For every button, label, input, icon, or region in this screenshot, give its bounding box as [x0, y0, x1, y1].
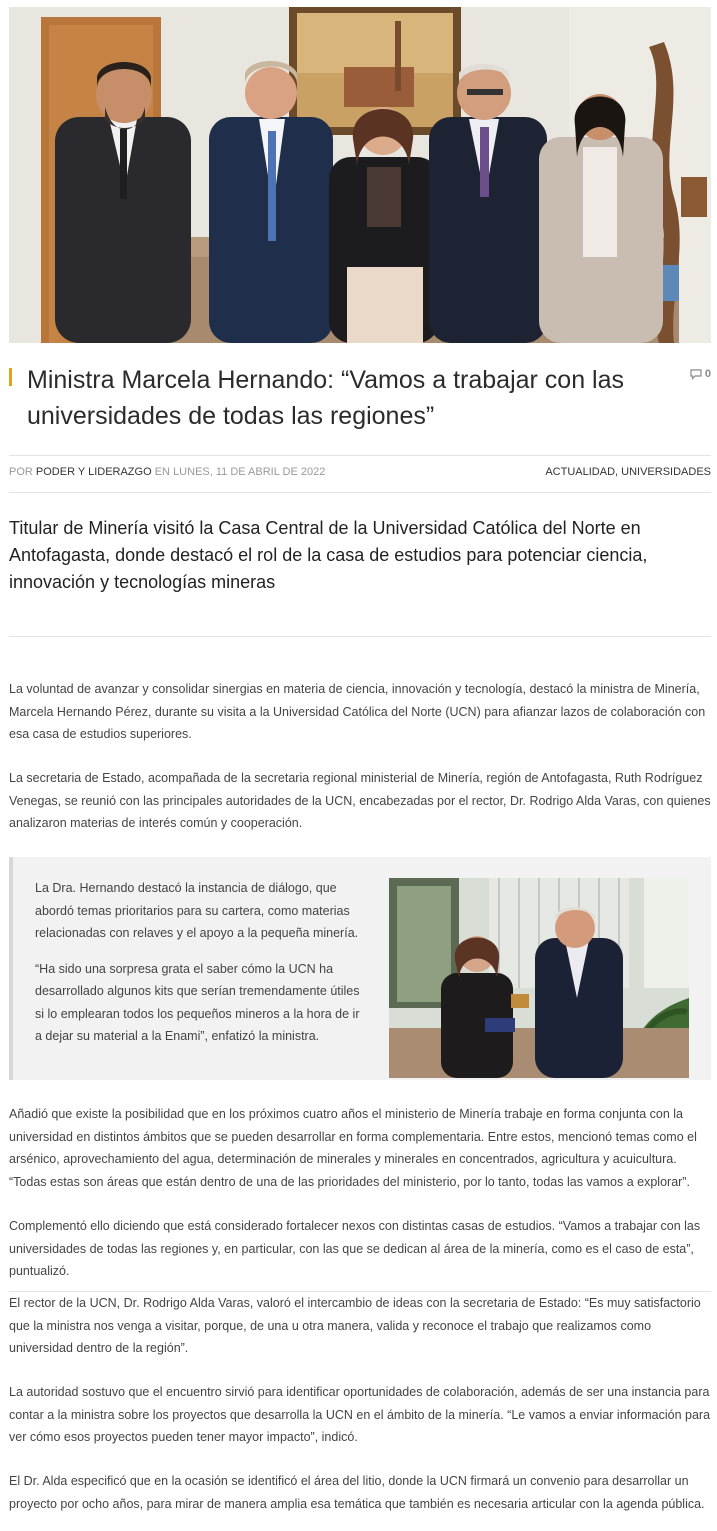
- highlight-paragraph: La Dra. Hernando destacó la instancia de diálogo, que abordó temas prioritarios para su cartera, como materias relacionadas con relaves y el apoyo a la pequeña minería.: [35, 881, 359, 940]
- comments-link[interactable]: [690, 368, 711, 380]
- body-paragraph: La autoridad sostuvo que el encuentro sirvió para identificar oportunidades de colaboración, además de ser una instancia para contar a la ministra sobre los proyectos que desarrolla la UCN en el ámbito de la minería. “Le vamos a enviar información para ver cómo esos proyectos pueden tener mayor impacto”, indicó.: [9, 1385, 711, 1444]
- body-paragraph: La secretaria de Estado, acompañada de la secretaria regional ministerial de Minería, región de Antofagasta, Ruth Rodríguez Venegas, se reunió con las principales autoridades de la UCN, encabezadas por el rector, Dr. Rodrigo Alda Varas, con quienes analizaron materias de interés común y cooperación.: [9, 771, 711, 830]
- highlight-photo: [389, 878, 689, 1078]
- publish-date: LUNES, 11 DE ABRIL DE 2022: [173, 466, 326, 478]
- article-meta: [9, 466, 711, 478]
- meta-divider-bottom: [9, 492, 711, 493]
- author-link[interactable]: PODER Y LIDERAZGO: [35, 466, 152, 478]
- body-paragraph: El Dr. Alda especificó que en la ocasión se identificó el área del litio, donde la UCN firmará un convenio para desarrollar un proyecto por ocho años, para mirar de manera amplia esa temática que también es necesaria articular con la agenda pública.: [9, 1474, 705, 1511]
- category-link-actualidad[interactable]: ACTUALIDAD: [545, 466, 616, 478]
- comment-count: 0: [704, 368, 711, 380]
- gift-exchange-illustration: [389, 878, 689, 1078]
- comment-icon: [690, 369, 702, 380]
- group-photo-illustration: [9, 7, 711, 343]
- body-paragraph: Complementó ello diciendo que está considerado fortalecer nexos con distintas casas de estudios. “Vamos a trabajar con las universidades de todas las regiones y, en particular, con las que se dedican al área de la minería, como es el caso de esta”, puntualizó.: [9, 1219, 701, 1278]
- category-link-universidades[interactable]: UNIVERSIDADES: [621, 466, 711, 478]
- subtitle-divider: [9, 636, 711, 637]
- body-paragraph: El rector de la UCN, Dr. Rodrigo Alda Varas, valoró el intercambio de ideas con la secretaria de Estado: “Es muy satisfactorio que la ministra nos venga a visitar, porque, de una u otra manera, valida y reconoce el trabajo que realizamos como universidad dentro de la región”.: [9, 1296, 701, 1355]
- body-paragraph: La voluntad de avanzar y consolidar sinergias en materia de ciencia, innovación y tecnología, destacó la ministra de Minería, Marcela Hernando Pérez, durante su visita a la Universidad Católica del Norte (UCN) para afianzar lazos de colaboración con esa casa de estudios superiores.: [9, 682, 706, 741]
- meta-divider-top: [9, 455, 711, 456]
- highlight-box: [9, 857, 711, 1080]
- title-accent-bar: [9, 368, 12, 386]
- byline: [9, 466, 325, 478]
- article-title: Ministra Marcela Hernando: “Vamos a trabajar con las universidades de todas las regiones”: [27, 366, 625, 430]
- category-separator: ,: [615, 466, 622, 478]
- highlight-quote: “Ha sido una sorpresa grata el saber cómo la UCN ha desarrollado algunos kits que serían tremendamente útiles si lo emplearan todos los pequeños mineros a la hora de ir a dejar su material a la Enami”, enfatizó la ministra.: [35, 961, 360, 1043]
- highlight-text: [35, 877, 365, 1061]
- by-label: POR: [9, 466, 33, 478]
- body-paragraph: Añadió que existe la posibilidad que en los próximos cuatro años el ministerio de Minería trabaje en forma conjunta con la universidad en distintos ámbitos que se pueden desarrollar en forma complementaria. Entre estos, mencionó temas como el arsénico, aprovechamiento del agua, determinación de minerales y minerales en concentrados, agricultura y acuicultura. “Todas estas son áreas que están dentro de una de las prioridades del ministerio, por lo tanto, todas las vamos a explorar”.: [9, 1107, 697, 1189]
- hero-photo: [9, 7, 711, 343]
- article-subtitle: Titular de Minería visitó la Casa Central de la Universidad Católica del Norte en Antofagasta, donde destacó el rol de la casa de estudios para potenciar ciencia, innovación y tecnologías mineras: [9, 518, 648, 592]
- category-list: [545, 466, 711, 478]
- on-label: EN: [154, 466, 170, 478]
